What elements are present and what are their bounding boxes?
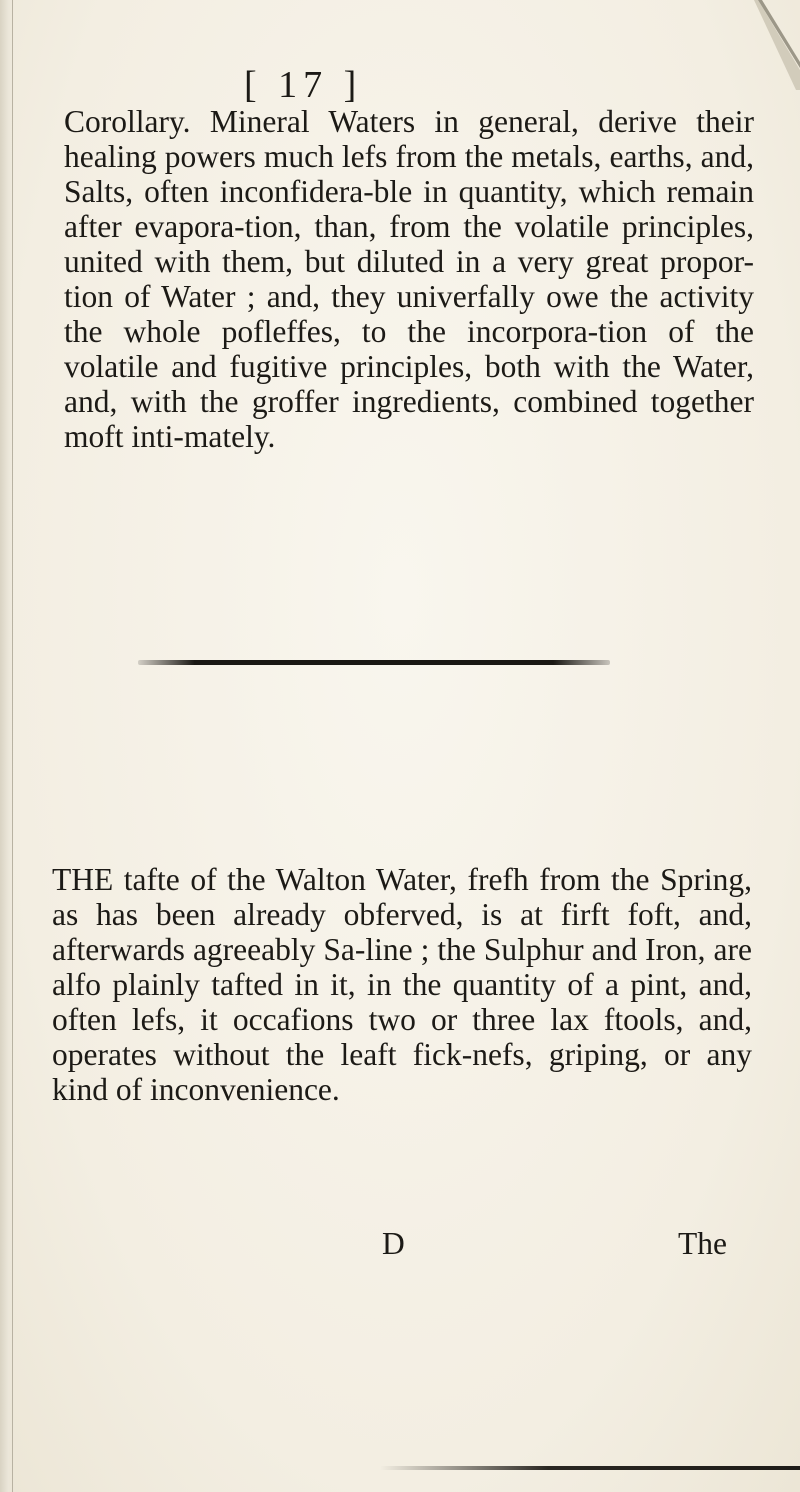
corollary-paragraph: Corollary. Mineral Waters in general, derive their healing powers much lefs from the metals, earths, and, Salts, often inconfidera-ble in quantity, which remain after evapora-tion, than, from the volatile principles, united with them, but diluted in a very great propor-tion of Water ; and, they univerfally owe the activity the whole pofleffes, to the incorpora-tion of the volatile and fugitive principles, both with the Water, and, with the groffer ingredients, combined together moft inti-mately. [64,104,754,454]
catchword: The [678,1226,727,1261]
page-edge-line [12,0,13,1492]
section-divider-rule [138,660,610,665]
page-number: [ 17 ] [244,64,363,106]
bottom-edge-shadow [380,1466,800,1470]
walton-water-paragraph: THE tafte of the Walton Water, frefh from the Spring, as has been already obferved, is at firft foft, and, afterwards agreeably Sa-line ; the Sulphur and Iron, are alfo plainly tafted in it, in the quantity of a pint, and, often lefs, it occafions two or three lax ftools, and, operates without the leaft fick-nefs, griping, or any kind of inconvenience. [52,862,752,1107]
page-corner-fold [740,0,800,90]
signature-mark: D [382,1226,405,1261]
